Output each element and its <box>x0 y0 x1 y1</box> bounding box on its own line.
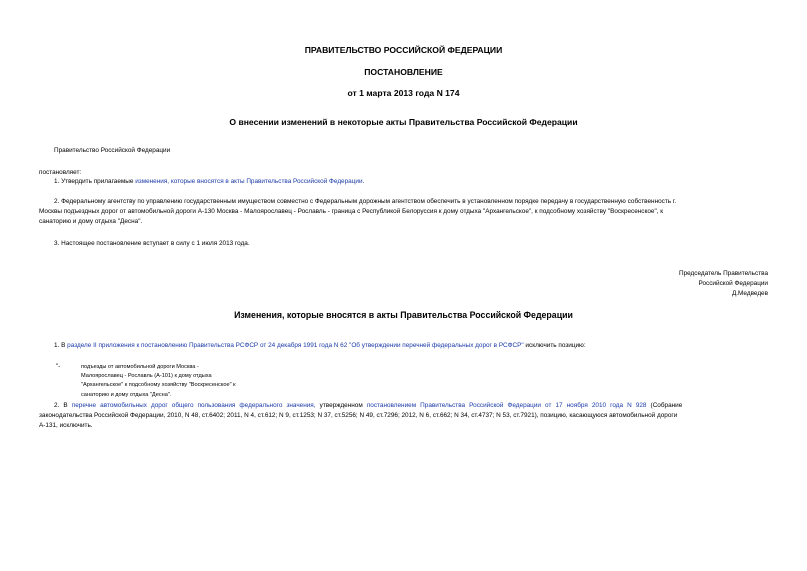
date-number-heading: от 1 марта 2013 года N 174 <box>347 88 460 98</box>
change-2-line-2: законодательства Российской Федерации, 2010, N 48, ст.6402; 2011, N 4, ст.612; N 9, ст.1253; N 37, ст.5256; N 49, ст.7296; 2012, N 6, ст.662; N 34, ст.4737; N 53, ст.7921), позицию, касающуюся автомобильной дороги <box>39 412 678 419</box>
intro-text: Правительство Российской Федерации <box>54 147 171 154</box>
resolves-text: постановляет: <box>39 169 82 176</box>
document-title: О внесении изменений в некоторые акты Правительства Российской Федерации <box>229 117 578 127</box>
change-1-prefix: 1. В <box>54 342 68 349</box>
item-1-prefix: 1. Утвердить прилагаемые <box>54 178 136 185</box>
excluded-position-line: подъезды от автомобильной дороги Москва - <box>81 364 199 370</box>
excluded-position-line: санаторию и дому отдыха "Десна". <box>81 391 172 398</box>
government-heading: ПРАВИТЕЛЬСТВО РОССИЙСКОЙ ФЕДЕРАЦИИ <box>304 45 503 55</box>
change-2-prefix: 2. В <box>54 402 72 409</box>
item-2-line-1: 2. Федеральному агентству по управлению государственным имуществом совместно с Федеральным дорожным агентством обеспечить в установленном порядке передачу в государственную собственность г. <box>54 198 677 205</box>
change-2-line-1 <box>54 401 768 411</box>
excluded-position-line: Малоярославец - Рославль (А-101) к дому отдыха <box>81 373 212 380</box>
changes-link[interactable]: изменения, которые вносятся в акты Правительства Российской Федерации. <box>135 178 365 185</box>
signature-organization: Российской Федерации <box>698 280 768 287</box>
item-2-line-3: санаторию и дому отдыха "Десна". <box>39 218 143 225</box>
document-type-heading: ПОСТАНОВЛЕНИЕ <box>364 67 443 77</box>
federal-roads-list-link[interactable]: перечне автомобильных дорог общего пользования федерального значения, <box>71 402 316 409</box>
change-2-suffix: (Собрание <box>646 402 683 409</box>
changes-title: Изменения, которые вносятся в акты Правительства Российской Федерации <box>234 310 573 320</box>
signature-position: Председатель Правительства <box>679 270 768 277</box>
section-ii-link[interactable]: разделе II <box>67 342 97 349</box>
change-1-suffix: исключить позицию: <box>523 342 586 349</box>
excluded-position-line: "Архангельское" к подсобному хозяйству "Воскресенское" к <box>81 382 236 389</box>
change-1 <box>54 341 586 351</box>
item-3: 3. Настоящее постановление вступает в силу с 1 июля 2013 года. <box>54 240 250 247</box>
quote-mark: "- <box>56 363 61 370</box>
item-1 <box>54 177 364 187</box>
resolution-62-link[interactable]: приложения к постановлению Правительства РСФСР от 24 декабря 1991 года N 62 "Об утверждении перечней федеральных дорог в РСФСР" <box>98 342 524 349</box>
signature-name: Д.Медведев <box>731 290 768 297</box>
resolution-928-link[interactable]: постановлением Правительства Российской Федерации от 17 ноября 2010 года N 928 <box>366 402 647 409</box>
change-2-mid: утвержденном <box>315 402 367 409</box>
change-2-line-3: А-131, исключить. <box>39 422 93 429</box>
item-2-line-2: Москвы подъездных дорог от автомобильной дороги А-130 Москва - Малоярославец - Рославль - граница с Республикой Белоруссия к дому отдыха "Архангельское", к подсобному хозяйству "Воскресенское", к <box>39 208 664 215</box>
excluded-position <box>81 363 236 400</box>
